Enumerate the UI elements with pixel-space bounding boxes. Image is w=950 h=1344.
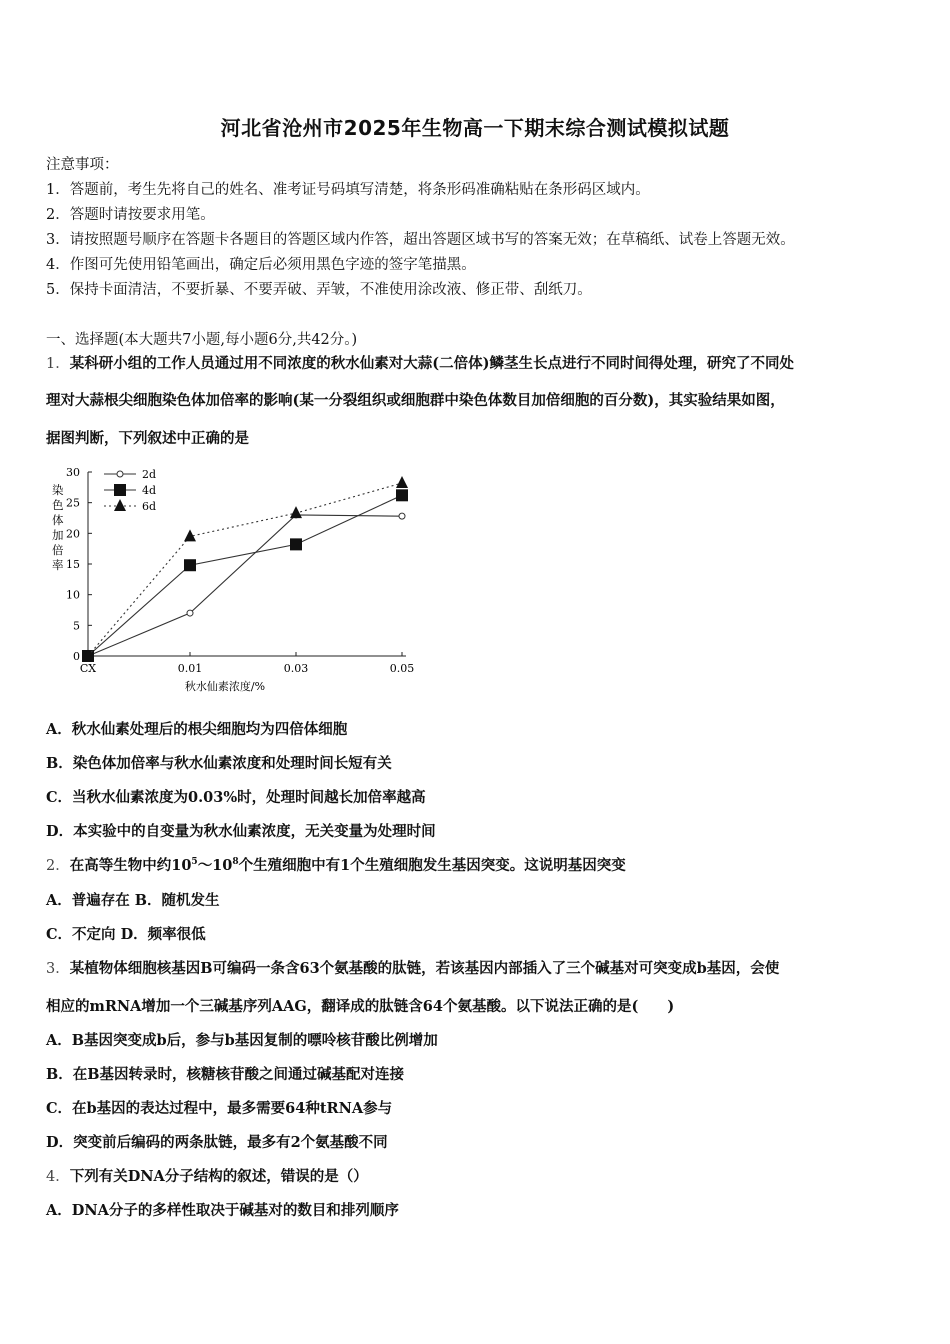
y-tick-label: 15 <box>66 558 80 571</box>
legend-marker-4d <box>114 484 126 496</box>
question-3 <box>46 957 779 978</box>
x-axis-label: 秋水仙素浓度/% <box>184 680 266 693</box>
section-heading: 一、选择题(本大题共7小题,每小题6分,共42分。) <box>46 332 358 348</box>
question-stem: 据图判断，下列叙述中正确的是 <box>46 430 249 447</box>
option-row: C．不定向 D．频率很低 <box>46 926 206 943</box>
exponent: 8 <box>232 857 239 868</box>
legend-label-4d: 4d <box>142 484 157 497</box>
notice-item: 5．保持卡面清洁，不要折暴、不要弄破、弄皱，不准使用涂改液、修正带、刮纸刀。 <box>46 282 592 298</box>
y-tick-label: 30 <box>66 466 80 479</box>
question-stem-part: ～10 <box>197 857 233 874</box>
legend-marker-2d <box>117 471 123 477</box>
option-b: B．染色体加倍率与秋水仙素浓度和处理时间长短有关 <box>46 755 392 772</box>
legend-label-2d: 2d <box>142 468 157 481</box>
option-a: A．秋水仙素处理后的根尖细胞均为四倍体细胞 <box>46 721 348 738</box>
data-point-2d <box>187 610 193 616</box>
notice-heading: 注意事项： <box>46 157 119 173</box>
question-number: 3． <box>46 961 70 977</box>
notice-item: 3．请按照题号顺序在答题卡各题目的答题区域内作答，超出答题区域书写的答案无效；在草稿纸、试卷上答题无效。 <box>46 232 795 248</box>
question-4 <box>46 1165 368 1186</box>
y-tick-label: 10 <box>66 588 80 602</box>
option-row: A．普遍存在 B．随机发生 <box>46 892 220 909</box>
question-stem-part: 个生殖细胞中有1个生殖细胞发生基因突变。这说明基因突变 <box>238 857 626 874</box>
series-line-6d <box>88 483 402 656</box>
option-c: C．在b基因的表达过程中，最多需要64种tRNA参与 <box>46 1100 393 1117</box>
question-stem: 相应的mRNA增加一个三碱基序列AAG，翻译成的肽链含64个氨基酸。以下说法正确的是( ) <box>46 998 675 1015</box>
data-point-6d <box>396 476 408 488</box>
notice-item: 1．答题前，考生先将自己的姓名、准考证号码填写清楚，将条形码准确粘贴在条形码区域内。 <box>46 182 650 198</box>
exponent: 5 <box>191 857 198 868</box>
series-line-4d <box>88 495 402 656</box>
series-line-2d <box>88 515 402 656</box>
option-a: A．DNA分子的多样性取决于碱基对的数目和排列顺序 <box>46 1202 399 1219</box>
y-tick-label: 25 <box>66 496 80 510</box>
question-stem: 下列有关DNA分子结构的叙述，错误的是（） <box>69 1168 368 1185</box>
question-number: 1． <box>46 356 70 372</box>
data-point-4d <box>396 489 408 501</box>
legend-marker-6d <box>114 499 126 511</box>
legend-label-6d: 6d <box>142 500 157 513</box>
y-axis-label: 染色体加倍率 <box>52 483 64 572</box>
chromosome-doubling-chart <box>46 458 426 698</box>
option-b: B．在B基因转录时，核糖核苷酸之间通过碱基配对连接 <box>46 1066 405 1083</box>
y-tick-label: 20 <box>66 527 80 541</box>
question-number: 4． <box>46 1169 70 1185</box>
x-tick-label: 0.05 <box>389 662 415 675</box>
option-c: C．当秋水仙素浓度为0.03%时，处理时间越长加倍率越高 <box>46 789 426 806</box>
data-point-4d <box>184 559 196 571</box>
x-tick-label: CX <box>79 662 97 675</box>
question-1 <box>46 352 794 373</box>
data-point-2d <box>399 513 405 519</box>
question-2 <box>46 854 626 875</box>
question-stem: 某植物体细胞核基因B可编码一条含63个氨基酸的肽链，若该基因内部插入了三个碱基对可突变成b基因，会使 <box>69 960 780 977</box>
y-tick-label: 5 <box>73 619 80 633</box>
y-tick-label: 0 <box>73 650 80 663</box>
data-point-4d <box>290 538 302 550</box>
question-stem: 某科研小组的工作人员通过用不同浓度的秋水仙素对大蒜(二倍体)鳞茎生长点进行不同时间得处理，研究了不同处 <box>69 355 794 372</box>
question-stem: 理对大蒜根尖细胞染色体加倍率的影响(某一分裂组织或细胞群中染色体数目加倍细胞的百分数)，其实验结果如图， <box>46 392 785 409</box>
option-a: A．B基因突变成b后，参与b基因复制的嘌呤核苷酸比例增加 <box>46 1032 438 1049</box>
question-number: 2． <box>46 858 70 874</box>
notice-item: 4．作图可先使用铅笔画出，确定后必须用黑色字迹的签字笔描黑。 <box>46 257 476 273</box>
option-d: D．本实验中的自变量为秋水仙素浓度，无关变量为处理时间 <box>46 823 436 840</box>
question-stem-part: 在高等生物中约10 <box>69 857 192 874</box>
x-tick-label: 0.01 <box>177 662 203 675</box>
x-tick-label: 0.03 <box>283 662 309 675</box>
notice-item: 2．答题时请按要求用笔。 <box>46 207 215 223</box>
option-d: D．突变前后编码的两条肽链，最多有2个氨基酸不同 <box>46 1134 388 1151</box>
page-title: 河北省沧州市2025年生物高一下期末综合测试模拟试题 <box>220 116 730 140</box>
